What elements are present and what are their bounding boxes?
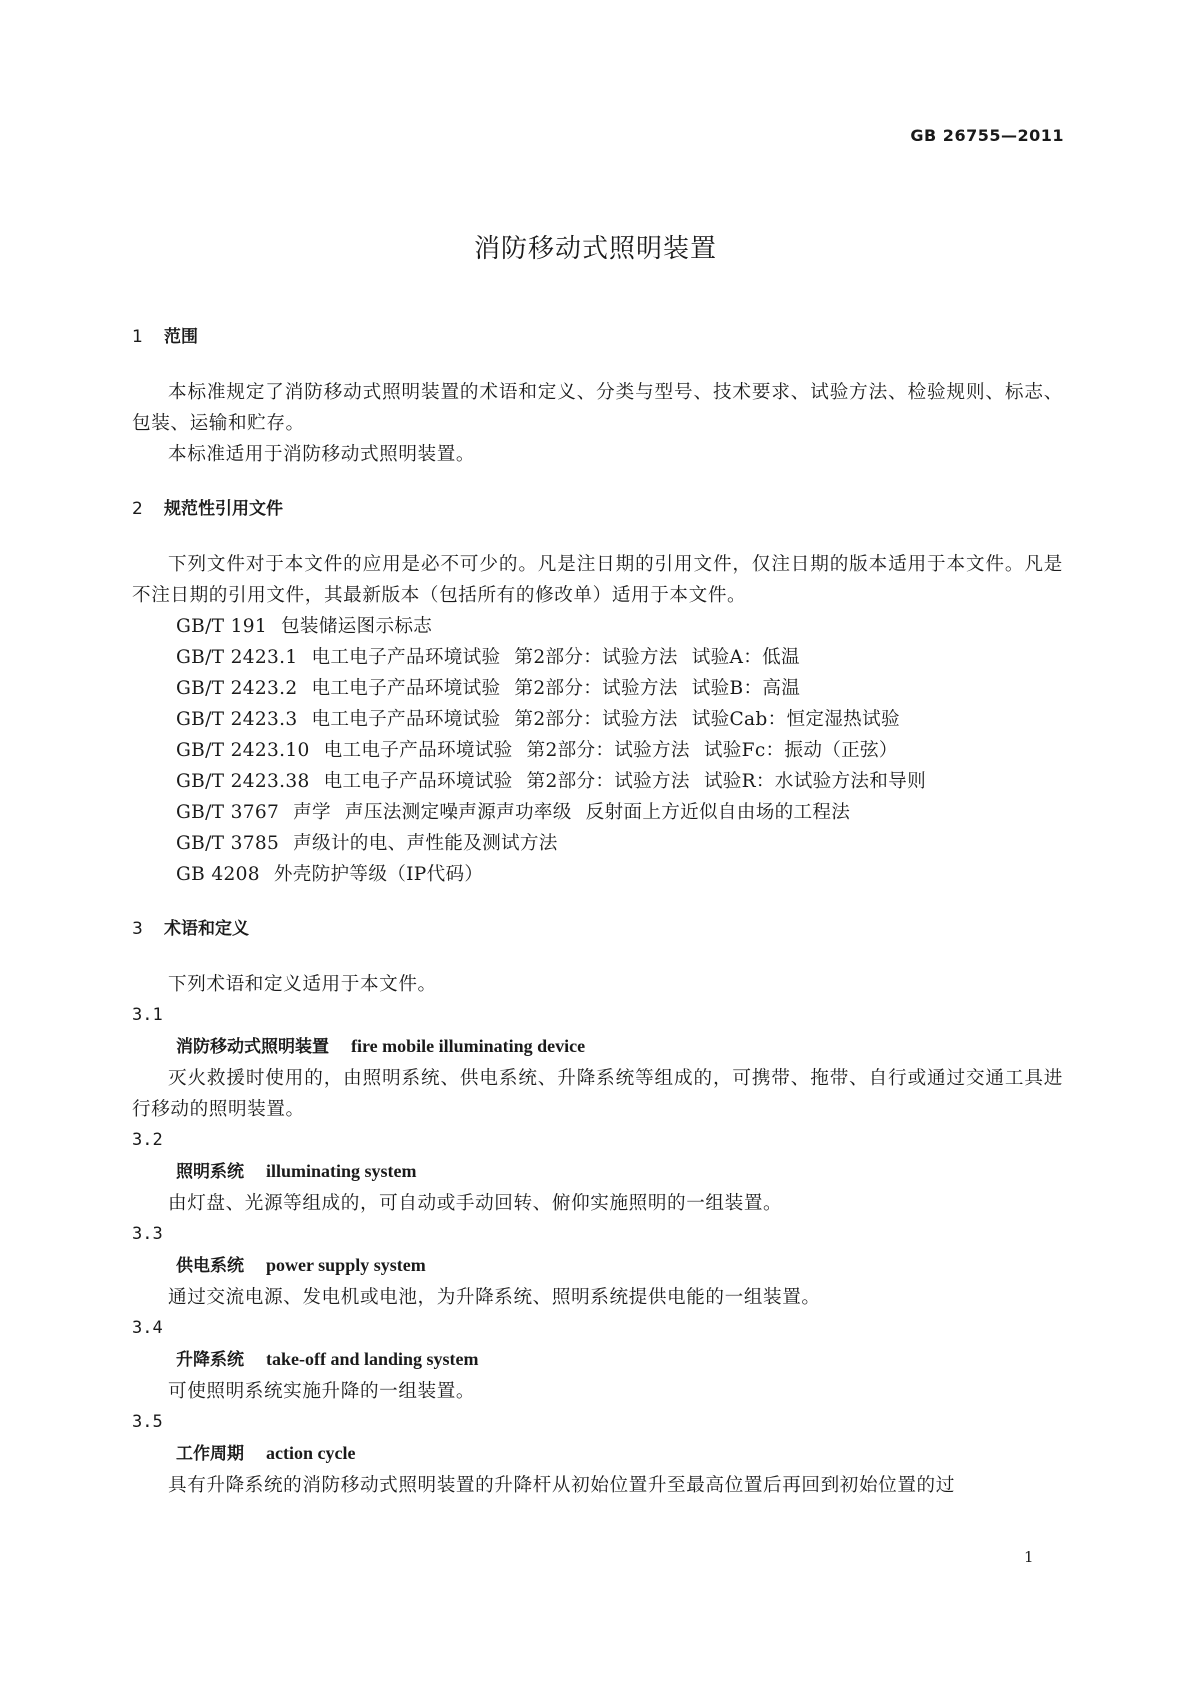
section-2-heading [132,494,1063,525]
term-zh: 供电系统 [176,1256,244,1276]
reference-title: 电工电子产品环境试验 [323,740,513,761]
term-number: 3.1 [132,1005,163,1025]
term-heading [132,1031,1063,1063]
reference-code: GB/T 2423.38 [176,771,310,792]
reference-title: 电工电子产品环境试验 [323,771,513,792]
reference-item [132,735,1063,766]
term-heading [132,1156,1063,1188]
reference-code: GB/T 2423.1 [176,647,298,668]
reference-code: GB/T 3785 [176,833,280,854]
reference-title: 外壳防护等级（IP代码） [273,864,484,885]
term-en: illuminating system [266,1161,417,1181]
reference-title: 电工电子产品环境试验 [311,678,501,699]
section-number: 2 [132,499,143,519]
reference-title: 电工电子产品环境试验 [311,709,501,730]
term-definition: 具有升降系统的消防移动式照明装置的升降杆从初始位置升至最高位置后再回到初始位置的过 [168,1475,955,1496]
reference-title: 声学 [293,802,331,823]
reference-part: 第2部分：试验方法 [514,709,678,730]
page-number: 1 [1024,1548,1034,1566]
reference-item [132,704,1063,735]
reference-test: 试验A：低温 [691,647,800,668]
paragraph: 本标准适用于消防移动式照明装置。 [168,444,476,465]
paragraph: 下列文件对于本文件的应用是必不可少的。凡是注日期的引用文件，仅注日期的版本适用于本文件。凡是不注日期的引用文件，其最新版本（包括所有的修改单）适用于本文件。 [132,554,1063,606]
section-3-heading [132,914,1063,945]
reference-part: 第2部分：试验方法 [526,771,690,792]
term-heading [132,1250,1063,1282]
reference-item [132,828,1063,859]
term-definition: 由灯盘、光源等组成的，可自动或手动回转、俯仰实施照明的一组装置。 [168,1193,783,1214]
reference-test: 反射面上方近似自由场的工程法 [585,802,851,823]
reference-title: 包装储运图示标志 [280,616,433,637]
reference-test: 试验R：水试验方法和导则 [703,771,926,792]
reference-item [132,797,1063,828]
reference-code: GB/T 3767 [176,802,280,823]
term-zh: 升降系统 [176,1350,244,1370]
term-en: action cycle [266,1443,356,1463]
reference-item [132,766,1063,797]
section-number: 3 [132,919,143,939]
reference-test: 试验Cab：恒定湿热试验 [691,709,900,730]
reference-item [132,611,1063,642]
reference-code: GB 4208 [176,864,260,885]
section-title: 术语和定义 [164,919,249,939]
document-title: 消防移动式照明装置 [473,234,717,264]
section-title: 范围 [164,327,198,347]
term-number: 3.4 [132,1318,163,1338]
reference-code: GB/T 2423.2 [176,678,298,699]
document-number: GB 26755—2011 [910,126,1064,145]
term-definition: 灭火救援时使用的，由照明系统、供电系统、升降系统等组成的，可携带、拖带、自行或通过交通工具进行移动的照明装置。 [132,1068,1063,1120]
term-en: fire mobile illuminating device [351,1036,586,1056]
term-zh: 照明系统 [176,1162,244,1182]
term-zh: 消防移动式照明装置 [176,1037,329,1057]
reference-title: 声级计的电、声性能及测试方法 [293,833,558,854]
reference-part: 第2部分：试验方法 [526,740,690,761]
section-number: 1 [132,327,143,347]
section-1-heading [132,322,1063,353]
term-zh: 工作周期 [176,1444,244,1464]
reference-part: 声压法测定噪声源声功率级 [344,802,572,823]
term-number: 3.3 [132,1224,163,1244]
reference-code: GB/T 191 [176,616,267,637]
term-en: take-off and landing system [266,1349,479,1369]
document-body [132,322,1063,1501]
reference-test: 试验B：高温 [691,678,801,699]
reference-item [132,673,1063,704]
reference-part: 第2部分：试验方法 [514,678,678,699]
term-heading [132,1344,1063,1376]
term-number: 3.5 [132,1412,163,1432]
reference-code: GB/T 2423.10 [176,740,310,761]
reference-part: 第2部分：试验方法 [514,647,678,668]
paragraph: 下列术语和定义适用于本文件。 [168,974,437,995]
reference-test: 试验Fc：振动（正弦） [703,740,898,761]
reference-item [132,859,1063,890]
term-en: power supply system [266,1255,426,1275]
paragraph: 本标准规定了消防移动式照明装置的术语和定义、分类与型号、技术要求、试验方法、检验规则、标志、包装、运输和贮存。 [132,382,1063,434]
section-title: 规范性引用文件 [164,499,283,519]
reference-code: GB/T 2423.3 [176,709,298,730]
term-definition: 通过交流电源、发电机或电池，为升降系统、照明系统提供电能的一组装置。 [168,1287,821,1308]
term-number: 3.2 [132,1130,163,1150]
term-heading [132,1438,1063,1470]
reference-item [132,642,1063,673]
term-definition: 可使照明系统实施升降的一组装置。 [168,1381,476,1402]
reference-title: 电工电子产品环境试验 [311,647,501,668]
